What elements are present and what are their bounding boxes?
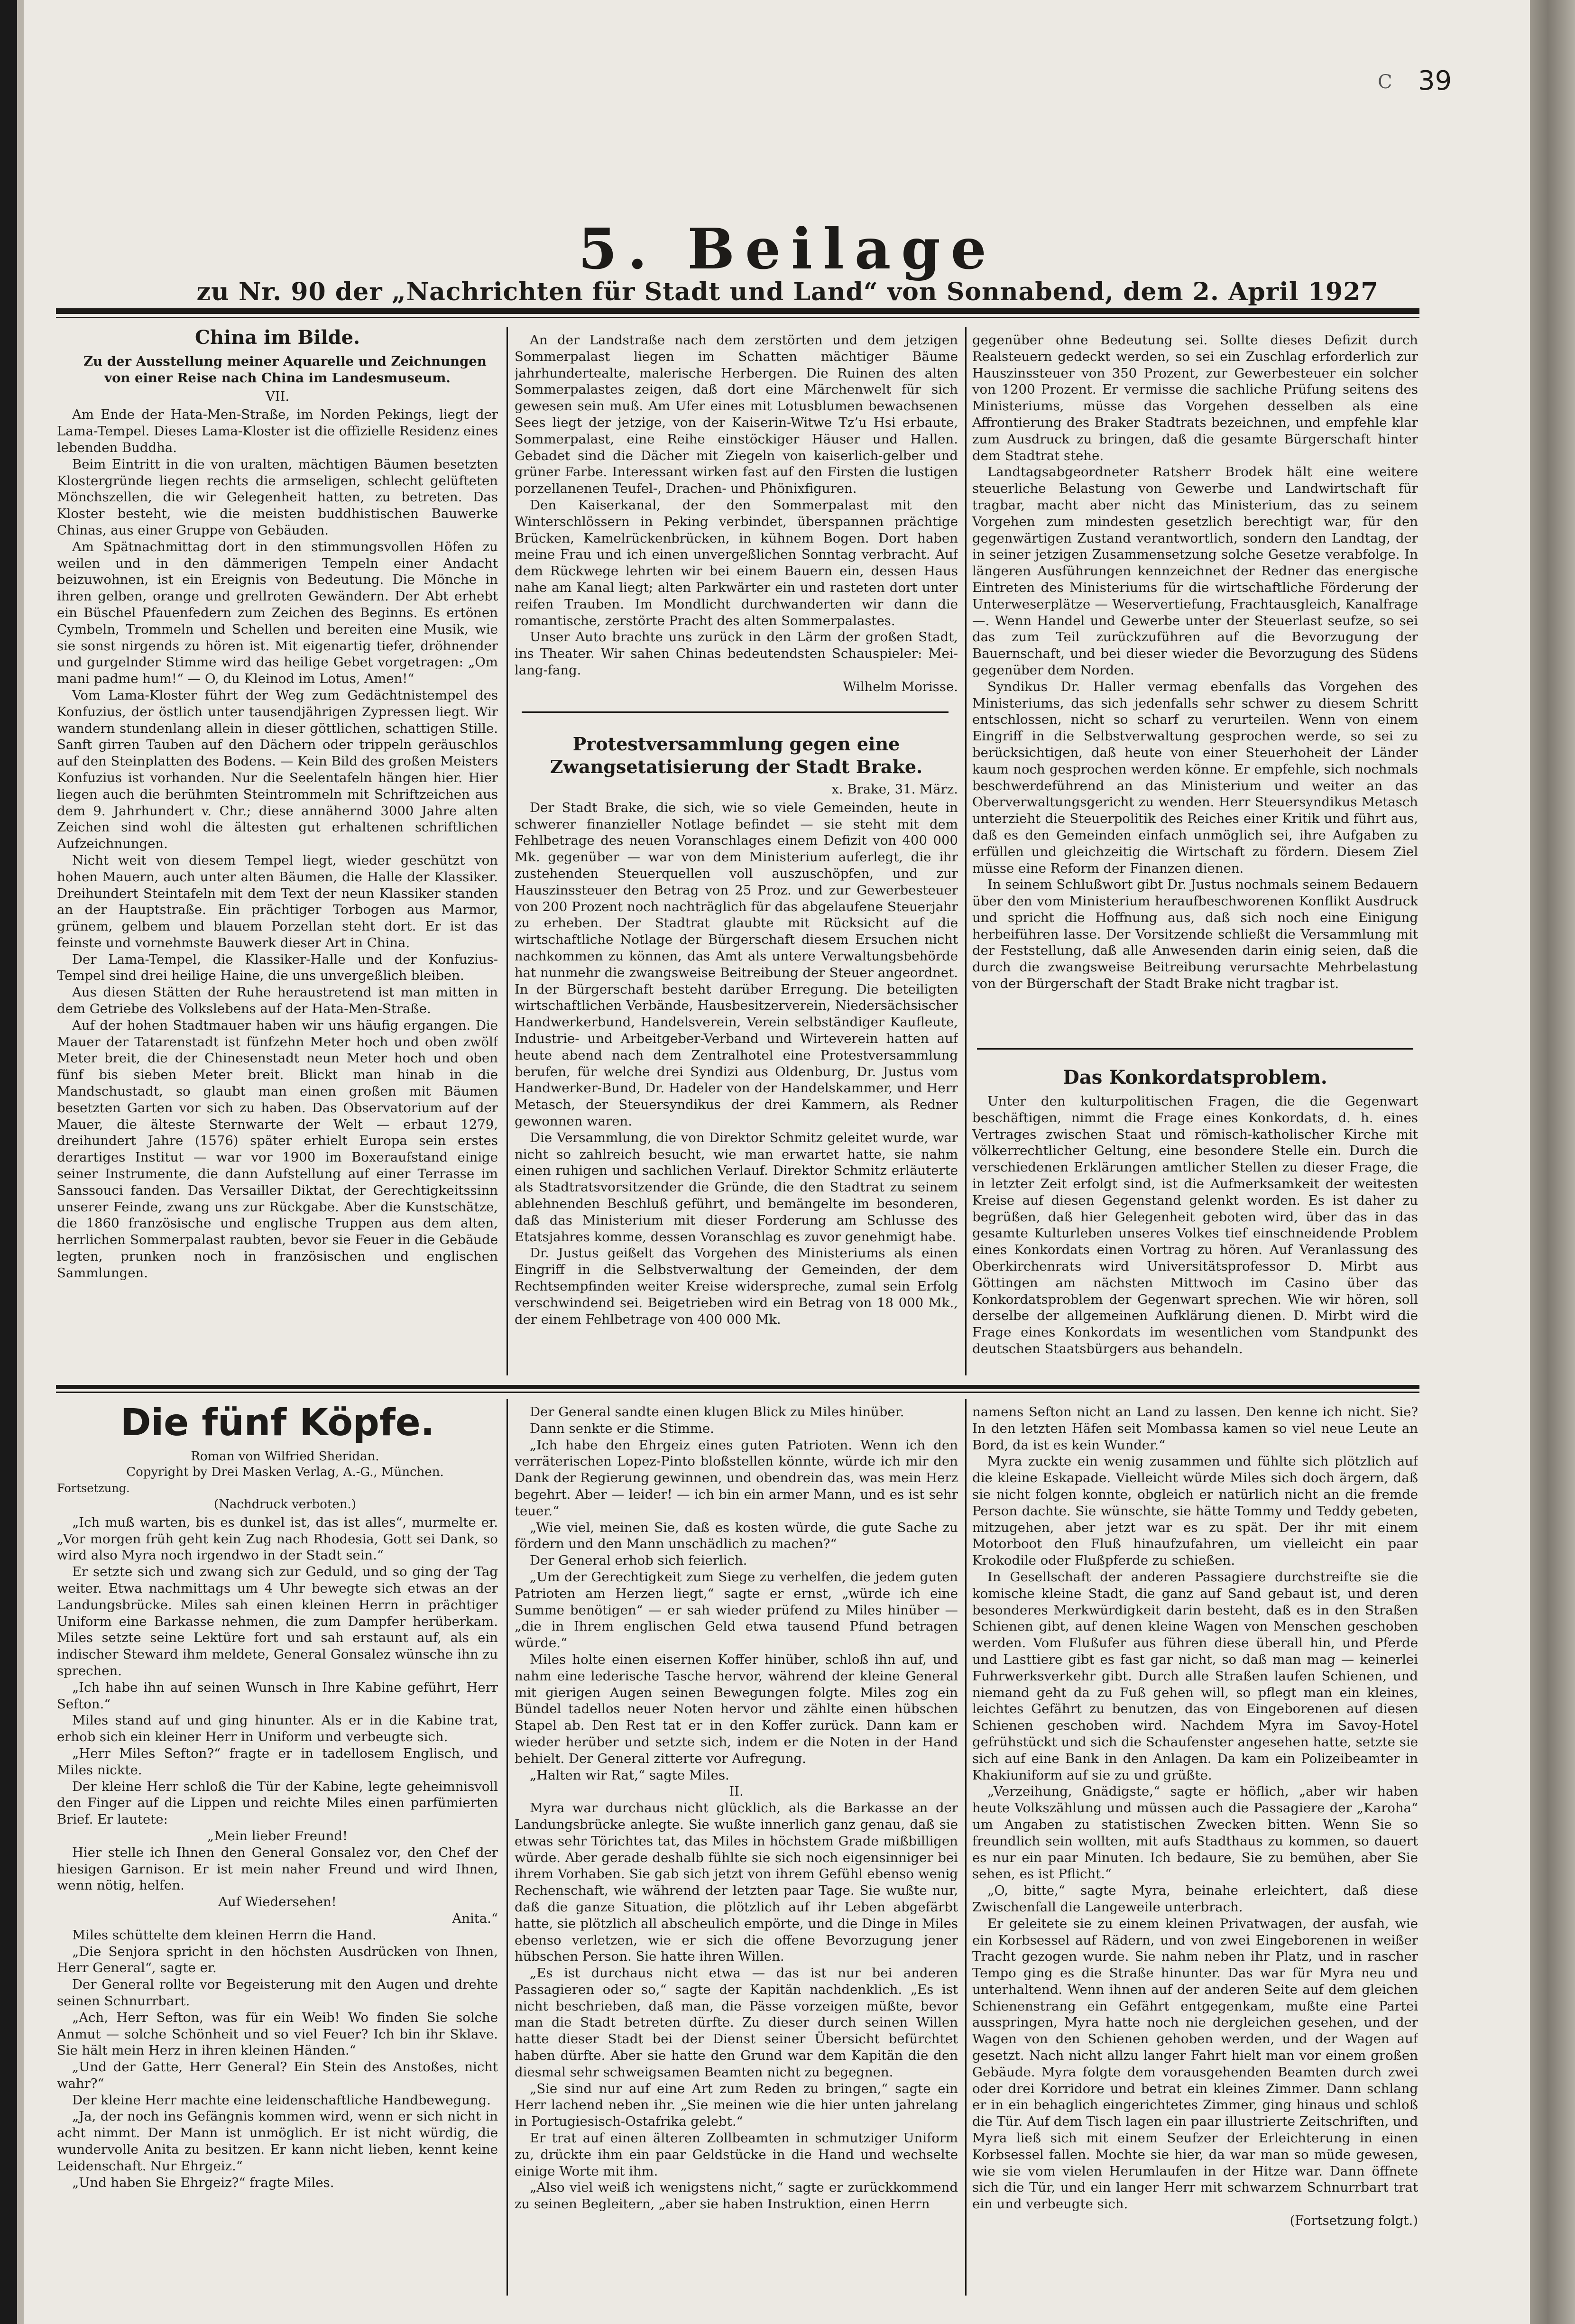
letter-greeting: „Mein lieber Freund! (207, 1828, 348, 1844)
paragraph: „Ach, Herr Sefton, was für ein Weib! Wo finden Sie solche Anmut — solche Schönheit und so viel Feuer? Ich bin ihr Sklave. Sie hält mein Herz in ihren kleinen Händen.“ (57, 2010, 498, 2058)
supplement-subtitle: zu Nr. 90 der „Nachrichten für Stadt und Land“ von Sonnabend, dem 2. April 1927 (196, 277, 1379, 306)
novel-col1 (57, 1402, 498, 2298)
column-divider (965, 1399, 967, 2296)
paragraph: Die Versammlung, die von Direktor Schmitz geleitet wurde, war nicht so zahlreich besucht, wie man erwartet hatte, sie nahm einen ruhigen und sachlichen Verlauf. Direktor Schmitz erläuterte als Stadtratsvorsitzender die Gründe, die den Stadtrat zu seinem ablehnenden Beschluß geführt, und bemängelte im besonderen, daß das Ministerium mit dieser Forderung am Schlusse des Etatsjahres komme, dessen Voranschlag es zuvor genehmigt habe. (515, 1130, 958, 1245)
article-author: Wilhelm Morisse. (843, 679, 958, 694)
article-china-col2 (515, 332, 958, 711)
paragraph: „Halten wir Rat,“ sagte Miles. (530, 1767, 729, 1783)
page-number: 39 (1418, 65, 1452, 96)
paragraph: Unter den kulturpolitischen Fragen, die die Gegenwart beschäftigen, nimmt die Frage eines Konkordats, d. h. eines Vertrages zwischen Staat und römisch-katholischer Kirche mit völkerrechtlicher Geltung, eine besondere Stelle ein. Durch die verschiedenen Erklärungen amtlicher Stellen zu dieser Frage, die in letzter Zeit erfolgt sind, ist die Aufmerksamkeit der weitesten Kreise auf diesen Gegenstand gelenkt worden. Es ist daher zu begrüßen, daß hier Gelegenheit geboten wird, über das in das gesamte Kulturleben unseres Volkes tief einschneidende Problem eines Konkordats einen Vortrag zu hören. Auf Veranlassung des Oberkirchenrats wird Universitätsprofessor D. Mirbt aus Göttingen am nächsten Mittwoch im Casino über das Konkordatsproblem der Gegenwart sprechen. Wie wir hören, soll derselbe der allgemeinen Aufklärung dienen. D. Mirbt wird die Frage eines Konkordats im wesentlichen vom Standpunkt des deutschen Staatsbürgers aus behandeln. (972, 1094, 1418, 1356)
paragraph: „Ich habe ihn auf seinen Wunsch in Ihre Kabine geführt, Herr Sefton.“ (57, 1679, 498, 1712)
paragraph: „O, bitte,“ sagte Myra, beinahe erleichtert, daß diese Zwischenfall die Langeweile unterbrach. (972, 1883, 1418, 1915)
paragraph: Der General rollte vor Begeisterung mit den Augen und drehte seinen Schnurrbart. (57, 1977, 498, 2009)
chapter-number: II. (729, 1784, 744, 1799)
article-protest (515, 733, 958, 1378)
header-rule-thick (56, 308, 1419, 314)
article-konkordat (972, 1065, 1418, 1378)
binding-spine (17, 0, 24, 2324)
paragraph: Beim Eintritt in die von uralten, mächtigen Bäumen besetzten Klostergründe liegen rechts die armseligen, schlecht gelüfteten Mönchszellen, die wir Gelegenheit hatten, zu betreten. Das Kloster besteht, wie die meisten buddhistischen Bauwerke Chinas, aus einer Gruppe von Gebäuden. (57, 456, 498, 538)
article-title-konkordat: Das Konkordatsproblem. (1063, 1066, 1327, 1088)
paragraph: Landtagsabgeordneter Ratsherr Brodek hält eine weitere steuerliche Belastung von Gewerbe und Landwirtschaft für tragbar, macht aber nicht das Ministerium, das zu seinem Vorgehen zum mindesten gesetzlich berechtigt war, für den gegenwärtigen Zustand verantwortlich, sondern den Landtag, der in seiner jetzigen Zusammensetzung solche Gesetze verabfolge. In längeren Ausführungen kennzeichnet der Redner das energische Eintreten des Ministeriums für die wirtschaftliche Förderung der Unterweserplätze — Weservertiefung, Frachtausgleich, Kanalfrage —. Wenn Handel und Gewerbe unter der Steuerlast seufze, so sei das zum Teil zurückzuführen auf die Bevorzugung der Bauernschaft, und bei dieser wieder die Bevorzugung des Südens gegenüber dem Norden. (972, 464, 1418, 678)
section-rule-thick (56, 1385, 1419, 1389)
paragraph: In seinem Schlußwort gibt Dr. Justus nochmals seinem Bedauern über den vom Ministerium heraufbeschworenen Konflikt Ausdruck und spricht die Hoffnung aus, daß sich noch eine Einigung herbeiführen lasse. Der Vorsitzende schließt die Versammlung mit der Feststellung, daß alle Anwesenden darin einig seien, daß die durch die zwangsweise Beitreibung verursachte Mehrbelastung von der Bürgerschaft der Stadt Brake nicht tragbar ist. (972, 877, 1418, 992)
paragraph: „Ich muß warten, bis es dunkel ist, das ist alles“, murmelte er. „Vor morgen früh geht kein Zug nach Rhodesia, Gott sei Dank, so wird also Myra noch irgendwo in der Stadt sein.“ (57, 1514, 498, 1563)
continued-notice: (Fortsetzung folgt.) (1289, 2213, 1418, 2229)
paragraph: Myra war durchaus nicht glücklich, als die Barkasse an der Landungsbrücke anlegte. Sie wußte innerlich ganz genau, daß sie etwas sehr Törichtes tat, das Miles in höchstem Grade mißbilligen würde. Aber gerade deshalb fühlte sie sich noch eigensinniger bei ihrem Vorhaben. Sie gab sich jetzt von ihrem Gefühl ebenso wenig Rechenschaft, wie während der letzten paar Tage. Sie wußte nur, daß die ganze Situation, die plötzlich auf ihr Leben abgefärbt hatte, sie plötzlich all abscheulich empörte, und die Dinge in Miles ebenso verletzen, wie er sich die offene Bevorzugung jener hübschen Person. Sie hatte ihren Willen. (515, 1800, 958, 1964)
paragraph: „Verzeihung, Gnädigste,“ sagte er höflich, „aber wir haben heute Volkszählung und müssen auch die Passagiere der „Karoha“ um Angaben zu statistischen Zwecken bitten. Wenn Sie so freundlich sein wollten, mit aufs Stadthaus zu kommen, so dauert es nur ein paar Minuten. Ich bedaure, Sie zu bemühen, aber Sie sehen, es ist Pflicht.“ (972, 1784, 1418, 1882)
paragraph: Der Stadt Brake, die sich, wie so viele Gemeinden, heute in schwerer finanzieller Notlage befindet — sie steht mit dem Fehlbetrage des neuen Voranschlages einem Defizit von 400 000 Mk. gegenüber — war von dem Ministerium auferlegt, die ihr zustehenden Steuerquellen voll auszuschöpfen, und zur Hauszinssteuer den Betrag von 25 Proz. und zur Gewerbesteuer von 200 Prozent noch nachträglich für das abgelaufene Steuerjahr zu erheben. Der Stadtrat glaubte mit Rücksicht auf die wirtschaftliche Notlage der Bürgerschaft diesem Ersuchen nicht nachkommen zu können, das Amt als untere Verwaltungsbehörde hat nunmehr die zwangsweise Beitreibung der Steuer angeordnet. In der Bürgerschaft besteht darüber Erregung. Die beteiligten wirtschaftlichen Verbände, Hausbesitzerverein, Niedersächsischer Handwerkerbund, Handelsverein, Verein selbständiger Kaufleute, Industrie- und Arbeitgeber-Verband und Wirteverein hatten auf heute abend nach dem Zentralhotel eine Protestversammlung berufen, für welche drei Syndizi aus Oldenburg, Dr. Justus vom Handwerker-Bund, Dr. Hadeler von der Handelskammer, und Herr Metasch, der Steuersyndikus der drei Kammern, als Redner gewonnen waren. (515, 800, 958, 1129)
paragraph: An der Landstraße nach dem zerstörten und dem jetzigen Sommerpalast liegen im Schatten mächtiger Bäume jahrhundertealte, malerische Herbergen. Die Ruinen des alten Sommerpalastes zeigen, daß dort eine Märchenwelt für sich gewesen sein muß. Am Ufer eines mit Lotusblumen bewachsenen Sees liegt der jetzige, von der Kaiserin-Witwe Tz’u Hsi erbaute, Sommerpalast, eine Reihe einstöckiger Häuser und Hallen. Gebadet sind die Dächer mit Ziegeln von kaiserlich-gelber und grüner Farbe. Interessant wirken fast auf den Firsten die lustigen porzellanenen Teufel-, Drachen- und Phönixfiguren. (515, 332, 958, 497)
dateline: x. Brake, 31. März. (831, 782, 958, 797)
paragraph: Der Lama-Tempel, die Klassiker-Halle und der Konfuzius-Tempel sind drei heilige Haine, die uns unvergeßlich bleiben. (57, 951, 498, 984)
paragraph: In Gesellschaft der anderen Passagiere durchstreifte sie die komische kleine Stadt, die ganz auf Sand gebaut ist, und deren besonderes Merkwürdigkeit darin besteht, daß es in den Straßen Schienen gibt, auf denen kleine Wagen von Menschen geschoben werden. Vom Flußufer aus führen diese überall hin, und Pferde und Lasttiere gibt es fast gar nicht, so daß man mag — keinerlei Fuhrwerksverkehr gibt. Durch alle Straßen laufen Schienen, und niemand geht da zu Fuß gehen will, so pflegt man ein kleines, leichtes Gefährt zu benutzen, das von Eingeborenen auf diesen Schienen geschoben wird. Nachdem Myra im Savoy-Hotel gefrühstückt und sich die Schaufenster angesehen hatte, setzte sie sich auf eine Bank in den Anlagen. Da kam ein Polizeibeamter in Khakiuniform auf sie zu und grüßte. (972, 1569, 1418, 1783)
paragraph: namens Sefton nicht an Land zu lassen. Den kenne ich nicht. Sie? In den letzten Häfen seit Mombassa kamen so viel neue Leute an Bord, da ist es kein Wunder.“ (972, 1404, 1418, 1453)
paragraph: Aus diesen Stätten der Ruhe heraustretend ist man mitten in dem Getriebe des Volkslebens auf der Hata-Men-Straße. (57, 985, 498, 1017)
paragraph: Am Ende der Hata-Men-Straße, im Norden Pekings, liegt der Lama-Tempel. Dieses Lama-Kloster ist die offizielle Residenz eines lebenden Buddha. (57, 407, 498, 455)
paragraph: Er geleitete sie zu einem kleinen Privatwagen, der ausfah, wie ein Korbsessel auf Rädern, und von zwei Eingeborenen in weißer Tracht gezogen wurde. Sie nahm neben ihr Platz, und in rascher Tempo ging es die Straße hinunter. Das war für Myra neu und unterhaltend. Wenn ihnen auf der anderen Seite auf dem gleichen Schienenstrang ein Gefährt entgegenkam, mußte eine Partei ausspringen, Myra hatte noch nie dergleichen gesehen, und der Wagen von den Schienen gehoben werden, und der Wagen auf gesetzt. Nach nicht allzu langer Fahrt hielt man vor einem großen Gebäude. Myra folgte dem vorausgehenden Beamten durch zwei oder drei Korridore und betrat ein kleines Zimmer. Dann schlang er in ein behaglich eingerichtetes Zimmer, ging hinaus und schloß die Tür. Auf dem Tisch lagen ein paar illustrierte Zeitschriften, und Myra ließ sich mit einem Seufzer der Erleichterung in einen Korbsessel fallen. Mochte sie hier, da war man so müde gewesen, wie sie vom vielen Herumlaufen in der Hitze war. Dann öffnete sich die Tür, und ein langer Herr mit schwarzem Schnurrbart trat ein und verbeugte sich. (972, 1916, 1418, 2212)
page-mark: C (1378, 71, 1392, 93)
paragraph: „Und haben Sie Ehrgeiz?“ fragte Miles. (72, 2175, 334, 2190)
letter-closing: Auf Wiedersehen! (218, 1894, 337, 1910)
paragraph: Vom Lama-Kloster führt der Weg zum Gedächtnistempel des Konfuzius, der östlich unter tausendjährigen Zypressen liegt. Wir wandern stundenlang allein in dieser göttlichen, schattigen Stille. Sanft girren Tauben auf den Dächern oder trippeln geräuschlos auf den Steinplatten des Bodens. — Kein Bild des großen Meisters Konfuzius ist vorhanden. Nur die Seelentafeln hängen hier. Hier liegen auch die berühmten Steintrommeln mit Schriftzeichen aus dem 9. Jahrhundert v. Chr.; diese annähernd 3000 Jahre alten Zeichen sind wohl die ältesten gut erhaltenen schriftlichen Aufzeichnungen. (57, 687, 498, 852)
novel-col2 (515, 1404, 958, 2298)
paragraph: „Die Senjora spricht in den höchsten Ausdrücken von Ihnen, Herr General“, sagte er. (57, 1944, 498, 1976)
paragraph: Dr. Justus geißelt das Vorgehen des Ministeriums als einen Eingriff in die Selbstverwaltung der Gemeinden, der dem Rechtsempfinden weiter Kreise widerspreche, zumal sein Erfolg verschwindend sei. Beigetrieben wird ein Betrag von 18 000 Mk., der einem Fehlbetrage von 400 000 Mk. (515, 1245, 958, 1327)
scan-edge-left (0, 0, 17, 2324)
scan-edge-right (1530, 0, 1575, 2324)
paragraph: „Sie sind nur auf eine Art zum Reden zu bringen,“ sagte ein Herr lachend neben ihr. „Sie meinen wie die hier unten jahrelang in Portugiesisch-Ostafrika gelebt.“ (515, 2081, 958, 2130)
paragraph: Dann senkte er die Stimme. (530, 1420, 714, 1436)
novel-copyright: Copyright by Drei Masken Verlag, A.-G., München. (126, 1465, 444, 1479)
paragraph: „Ich habe den Ehrgeiz eines guten Patrioten. Wenn ich den verräterischen Lopez-Pinto bloßstellen könnte, würde ich mir den Dank der Regierung gewinnen, und obendrein das, was mein Herz begehrt. Aber — leider! — ich bin ein armer Mann, und es ist sehr teuer.“ (515, 1437, 958, 1519)
supplement-title: 5. Beilage (578, 216, 997, 282)
paragraph: Der General erhob sich feierlich. (530, 1553, 747, 1568)
paragraph: Er trat auf einen älteren Zollbeamten in schmutziger Uniform zu, drückte ihm ein paar Geldstücke in die Hand und wechselte einige Worte mit ihm. (515, 2130, 958, 2179)
paragraph: Er setzte sich und zwang sich zur Geduld, und so ging der Tag weiter. Etwa nachmittags um 4 Uhr bewegte sich etwas an der Landungsbrücke. Miles sah einen kleinen Herrn in prächtiger Uniform eine Barkasse nehmen, die zum Dampfer herüberkam. Miles setzte seine Lektüre fort und sah erstaunt auf, als ein indischer Steward ihm meldete, General Gonsalez wünsche ihn zu sprechen. (57, 1564, 498, 1678)
letter-signature: Anita.“ (452, 1910, 498, 1926)
novel-col3 (972, 1404, 1418, 2298)
paragraph: „Also viel weiß ich wenigstens nicht,“ sagte er zurückkommend zu seinen Begleitern, „aber sie haben Instruktion, einen Herrn (515, 2180, 958, 2212)
paragraph: Hier stelle ich Ihnen den General Gonsalez vor, den Chef der hiesigen Garnison. Er ist mein naher Freund und wird Ihnen, wenn nötig, helfen. (57, 1844, 498, 1893)
paragraph: Der kleine Herr machte eine leidenschaftliche Handbewegung. (72, 2092, 491, 2108)
section-rule-thin (56, 1392, 1419, 1393)
paragraph: „Um der Gerechtigkeit zum Siege zu verhelfen, die jedem guten Patrioten am Herzen liegt,“ sagte er ernst, „würde ich eine Summe benötigen“ — er sah wieder prüfend zu Miles hinüber — „die in Ihrem englischen Geld etwa tausend Pfund betragen würde.“ (515, 1569, 958, 1651)
paragraph: Den Kaiserkanal, der den Sommerpalast mit den Winterschlössern in Peking verbindet, überspannen prächtige Brücken, Kamelrückenbrücken, in kühnem Bogen. Dort haben meine Frau und ich einen unvergeßlichen Sonntag verbracht. Auf dem Rückwege lehrten wir bei einem Bauern ein, dessen Haus nahe am Kanal liegt; alten Parkwärter ein und rasteten dort unter reifen Trauben. Im Mondlicht durchwanderten wir dann die romantische, zerstörte Pracht des alten Sommerpalastes. (515, 497, 958, 628)
paragraph: Miles holte einen eisernen Koffer hinüber, schloß ihn auf, und nahm eine lederische Tasche hervor, während der kleine General mit gierigen Augen seinen Bewegungen folgte. Miles zog ein Bündel tadellos neuer Noten hervor und zählte einen hübschen Stapel ab. Den Rest tat er in den Koffer zurück. Dann kam er wieder herüber und setzte sich, indem er die Noten in der Hand behielt. Der General zitterte vor Aufregung. (515, 1651, 958, 1766)
novel-title: Die fünf Köpfe. (120, 1402, 435, 1444)
paragraph: „Und der Gatte, Herr General? Ein Stein des Anstoßes, nicht wahr?“ (57, 2059, 498, 2091)
column-divider (507, 327, 508, 1375)
paragraph: „Ja, der noch ins Gefängnis kommen wird, wenn er sich nicht in acht nimmt. Der Mann ist unmöglich. Er ist nicht würdig, die wundervolle Anita zu besitzen. Er kann nicht lieben, kennt keine Leidenschaft. Nur Ehrgeiz.“ (57, 2109, 498, 2174)
paragraph: Miles schüttelte dem kleinen Herrn die Hand. (72, 1927, 377, 1943)
paragraph: Syndikus Dr. Haller vermag ebenfalls das Vorgehen des Ministeriums, das sich jedenfalls sehr schwer zu diesem Schritt entschlossen, nicht so scharf zu verurteilen. Wenn von einem Eingriff in die Selbstverwaltung gesprochen werde, so sei zu berücksichtigen, daß heute von einer Steuerhoheit der Länder kaum noch gesprochen werden könne. Er empfehle, sich nochmals beschwerdeführend an das Ministerium und weiter an das Oberverwaltungsgericht zu wenden. Herr Steuersyndikus Metasch unterzieht die Steuerpolitik des Reiches einer Kritik und führt aus, daß es den Gemeinden einfach unmöglich sei, ihre Aufgaben zu erfüllen und gleichzeitig die Wirtschaft zu fördern. Diesem Ziel müsse eine Reform der Finanzen dienen. (972, 679, 1418, 876)
novel-reprint-notice: (Nachdruck verboten.) (214, 1497, 356, 1512)
article-title-protest: Protestversammlung gegen eine Zwangsetatisierung der Stadt Brake. (550, 733, 923, 777)
section-number: VII. (265, 388, 290, 404)
paragraph: Nicht weit von diesem Tempel liegt, wieder geschützt von hohen Mauern, auch unter alten Bäumen, die Halle der Klassiker. Dreihundert Steintafeln mit dem Text der neun Klassiker standen an der Hauptstraße. Ein prächtiger Torbogen aus Marmor, grünem, gelbem und blauem Porzellan steht dort. Er ist das feinste und vornehmste Bauwerk dieser Art in China. (57, 852, 498, 950)
column-divider (965, 327, 967, 1375)
novel-continuation: Fortsetzung. (57, 1482, 130, 1495)
paragraph: Der General sandte einen klugen Blick zu Miles hinüber. (530, 1404, 904, 1420)
paragraph: Myra zuckte ein wenig zusammen und fühlte sich plötzlich auf die kleine Eskapade. Vielleicht würde Miles sich doch ärgern, daß sie nicht folgen konnte, obgleich er natürlich nicht an die fremde Person dachte. Sie wünschte, sie hätte Tommy und Teddy gebeten, mitzugehen, aber jetzt war es zu spät. Der ihr mit einem Motorboot den Fluß hinaufzufahren, um vielleicht ein paar Krokodile oder Flußpferde zu schießen. (972, 1454, 1418, 1568)
paragraph: gegenüber ohne Bedeutung sei. Sollte dieses Defizit durch Realsteuern gedeckt werden, so sei ein Zuschlag erforderlich zur Hauszinssteuer von 350 Prozent, zur Gewerbesteuer ein solcher von 1200 Prozent. Er vermisse die sachliche Prüfung seitens des Ministeriums, müsse das Vorgehen desselben als eine Affrontierung des Braker Stadtrats bezeichnen, und empfehle klar zum Ausdruck zu bringen, daß die gesamte Bürgerschaft hinter dem Stadtrat stehe. (972, 332, 1418, 463)
paragraph: Am Spätnachmittag dort in den stimmungsvollen Höfen zu weilen und in den dämmerigen Tempeln einer Andacht beizuwohnen, ist ein Ereignis von Bedeutung. Die Mönche in ihren gelben, orange und grellroten Gewändern. Der Abt erhebt ein Büschel Pfauenfedern zum Zeichen des Beginns. Es ertönen Cymbeln, Trommeln und Schellen und bereiten eine Musik, wie sie sonst nirgends zu hören ist. Mit eigenartig tiefer, dröhnender und gurgelnder Stimme wird das heilige Gebet vorgetragen: „Om mani padme hum!“ — O, du Kleinod im Lotus, Amen!“ (57, 539, 498, 687)
article-china-col1 (57, 325, 498, 1378)
paragraph: Miles stand auf und ging hinunter. Als er in die Kabine trat, erhob sich ein kleiner Herr in Uniform und verbeugte sich. (57, 1713, 498, 1745)
paragraph: „Wie viel, meinen Sie, daß es kosten würde, die gute Sache zu fördern und den Mann unschädlich zu machen?“ (515, 1520, 958, 1552)
paragraph: Auf der hohen Stadtmauer haben wir uns häufig ergangen. Die Mauer der Tatarenstadt ist fünfzehn Meter hoch und oben zwölf Meter breit, die der Chinesenstadt neun Meter hoch und oben fünf bis sieben Meter breit. Blickt man hinab in die Mandschustadt, so glaubt man einen großen mit Bäumen besetzten Garten vor sich zu haben. Das Observatorium auf der Mauer, die älteste Sternwarte der Welt — erbaut 1279, dreihundert Jahre (1576) später erhielt Europa sein erstes derartiges Institut — war vor 1900 im Boxeraufstand einige seiner Instrumente, die dann Aufstellung auf einer Terrasse im Sanssouci fanden. Das Versailler Diktat, der Gerechtigkeitssinn unserer Feinde, zwang uns zur Rückgabe. Aber die Kunstschätze, die 1860 französische und englische Truppen aus dem alten, herrlichen Sommerpalast raubten, bevor sie Feuer in die Gebäude legten, prunken noch in französischen und englischen Sammlungen. (57, 1017, 498, 1281)
article-intro: Zu der Ausstellung meiner Aquarelle und Zeichnungen von einer Reise nach China im Landesmuseum. (83, 354, 487, 386)
article-protest-continued (972, 332, 1418, 1053)
header-rule-thin (56, 317, 1419, 318)
novel-subtitle: Roman von Wilfried Sheridan. (191, 1449, 379, 1464)
paragraph: „Herr Miles Sefton?“ fragte er in tadellosem Englisch, und Miles nickte. (57, 1745, 498, 1778)
article-title-china: China im Bilde. (194, 326, 360, 349)
article-separator (522, 711, 949, 713)
paragraph: Unser Auto brachte uns zurück in den Lärm der großen Stadt, ins Theater. Wir sahen Chinas bedeutendsten Schauspieler: Mei-lang-fang. (515, 629, 958, 678)
article-separator (977, 1048, 1413, 1050)
column-divider (507, 1399, 508, 2296)
paragraph: „Es ist durchaus nicht etwa — das ist nur bei anderen Passagieren oder so,“ sagte der Kapitän nachdenklich. „Es ist nicht beschrieben, daß man, die Pässe vorzeigen müßte, bevor man die Stadt betreten dürfte. Zu dieser durch seinen Willen hatte dieser Stadt bei der Dienst seiner Übersicht befürchtet haben dürfte. Aber sie hatte den Grund war dem Kapitän die den diesmal sehr schweigsamen Beamten nicht zu begegnen. (515, 1965, 958, 2080)
paragraph: Der kleine Herr schloß die Tür der Kabine, legte geheimnisvoll den Finger auf die Lippen und reichte Miles einen parfümierten Brief. Er lautete: (57, 1779, 498, 1827)
